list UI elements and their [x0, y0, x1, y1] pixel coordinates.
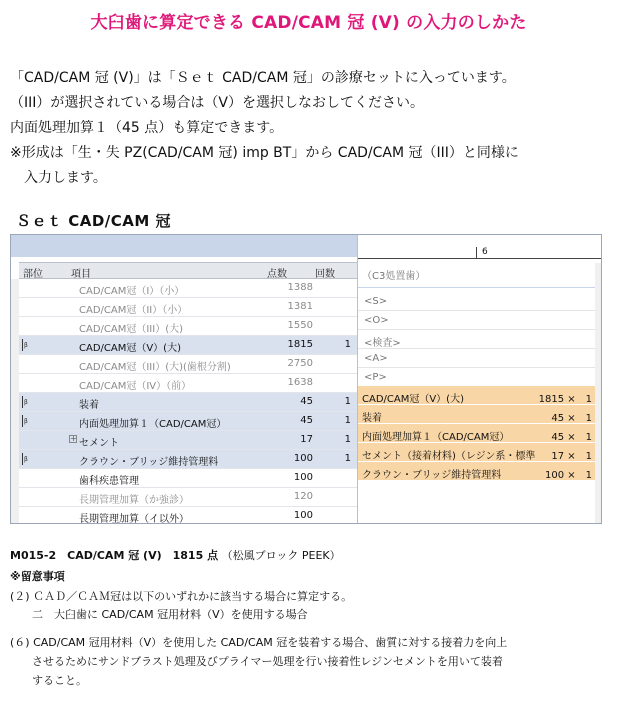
- table-row[interactable]: [19, 355, 357, 374]
- table-row[interactable]: [19, 374, 357, 393]
- item-count: 1: [344, 434, 351, 445]
- order-points: 1815 × 1: [538, 394, 592, 405]
- item-table: [19, 279, 357, 524]
- item-name: 歯科疾患管理: [79, 476, 139, 487]
- item-name: CAD/CAM冠（III）(大): [79, 324, 183, 335]
- panel-toolbar: [11, 235, 357, 257]
- table-row[interactable]: [19, 317, 357, 336]
- item-name: CAD/CAM冠（II）（小）: [79, 305, 188, 316]
- item-name: 長期管理加算（イ以外）: [79, 514, 189, 524]
- scrollbar[interactable]: [11, 279, 19, 524]
- order-name: CAD/CAM冠（V）(大): [362, 394, 464, 405]
- intro-line: 入力します。: [10, 170, 107, 186]
- intro-line: ※形成は「生・失 PZ(CAD/CAM 冠) imp BT」から CAD/CAM 冠（III）と同様に: [10, 145, 519, 161]
- order-name: 装着: [362, 413, 382, 424]
- tooth-mark-icon: [22, 339, 26, 351]
- item-name: 長期管理加算（か強診）: [79, 495, 189, 506]
- item-points: 120: [293, 491, 313, 502]
- order-name: クラウン・ブリッジ維持管理料: [362, 470, 502, 481]
- item-name: 装着: [79, 400, 99, 411]
- col-item[interactable]: 項目: [71, 269, 91, 280]
- order-name: 内面処理加算１（CAD/CAM冠）: [362, 432, 510, 443]
- item-name: クラウン・ブリッジ維持管理料: [79, 457, 219, 468]
- scrollbar[interactable]: [595, 263, 602, 524]
- item-points: 1388: [287, 282, 313, 293]
- soap-tag[interactable]: <S>: [358, 292, 596, 311]
- item-points: 100: [293, 453, 313, 464]
- tooth-number: 6: [482, 247, 488, 257]
- record-heading: （C3処置歯）: [362, 271, 426, 282]
- soap-tag[interactable]: <P>: [358, 368, 596, 387]
- note-line: 二 大臼歯に CAD/CAM 冠用材料（V）を使用する場合: [10, 608, 308, 621]
- set-title: Ｓｅｔ CAD/CAM 冠: [16, 212, 172, 230]
- item-points: 1638: [287, 377, 313, 388]
- item-count: 1: [344, 339, 351, 350]
- order-row[interactable]: [358, 405, 596, 424]
- item-points: 17: [300, 434, 313, 445]
- item-count: 1: [344, 396, 351, 407]
- expand-icon[interactable]: +: [70, 434, 77, 443]
- tooth-ruler: [358, 247, 602, 259]
- notes-heading: ※留意事項: [10, 570, 65, 583]
- item-points: 1550: [287, 320, 313, 331]
- table-row[interactable]: [19, 279, 357, 298]
- intro-text: [10, 66, 610, 191]
- order-row[interactable]: [358, 386, 596, 405]
- order-points: 45 × 1: [551, 432, 592, 443]
- item-name: CAD/CAM冠（IV）（前）: [79, 381, 192, 392]
- item-count: 1: [344, 453, 351, 464]
- item-name: CAD/CAM冠（III）(大)(歯根分割): [79, 362, 231, 373]
- col-points[interactable]: 点数: [267, 269, 287, 280]
- order-points: 17 × 1: [551, 451, 592, 462]
- ruler-tick: [476, 247, 477, 259]
- fee-code-line: [10, 547, 341, 563]
- item-points: 100: [293, 472, 313, 483]
- fee-code: M015-2 CAD/CAM 冠 (V) 1815 点: [10, 549, 219, 562]
- soap-tag[interactable]: <O>: [358, 311, 596, 330]
- table-row[interactable]: [19, 507, 357, 524]
- table-header: [19, 262, 357, 279]
- item-count: 1: [344, 415, 351, 426]
- item-points: 100: [293, 510, 313, 521]
- item-name: セメント: [79, 438, 119, 449]
- table-row-selected[interactable]: [19, 431, 357, 450]
- note-line: させるためにサンドブラスト処理及びプライマー処理を行い接着性レジンセメントを用いて装着: [10, 655, 503, 668]
- col-part[interactable]: 部位: [23, 269, 43, 280]
- table-row-selected[interactable]: [19, 336, 357, 355]
- intro-line: （III）が選択されている場合は（V）を選択しなおしてください。: [10, 95, 424, 111]
- table-row-selected[interactable]: [19, 393, 357, 412]
- note-line: すること。: [10, 674, 87, 687]
- soap-tag[interactable]: <A>: [358, 349, 596, 368]
- intro-line: 「CAD/CAM 冠 (V)」は「Ｓｅｔ CAD/CAM 冠」の診療セットに入っています。: [10, 70, 516, 86]
- item-name: CAD/CAM冠（I）（小）: [79, 286, 185, 297]
- page-title: 大臼歯に算定できる CAD/CAM 冠 (V) の入力のしかた: [90, 13, 527, 33]
- order-points: 45 × 1: [551, 413, 592, 424]
- fee-code-note: （松風ブロック PEEK）: [221, 549, 341, 562]
- table-row-selected[interactable]: [19, 412, 357, 431]
- item-points: 45: [300, 396, 313, 407]
- chart-record-panel: [357, 235, 602, 524]
- table-row[interactable]: [19, 469, 357, 488]
- item-points: 45: [300, 415, 313, 426]
- app-screenshot: [10, 234, 602, 524]
- item-points: 2750: [287, 358, 313, 369]
- item-points: 1381: [287, 301, 313, 312]
- item-name: 内面処理加算１（CAD/CAM冠）: [79, 419, 227, 430]
- divider: [358, 287, 596, 288]
- item-points: 1815: [287, 339, 313, 350]
- order-row[interactable]: [358, 424, 596, 443]
- intro-line: 内面処理加算１（45 点）も算定できます。: [10, 120, 284, 136]
- table-row[interactable]: [19, 298, 357, 317]
- tooth-mark-icon: [22, 453, 26, 465]
- note-line: (６) CAD/CAM 冠用材料（V）を使用した CAD/CAM 冠を装着する場合、歯質に対する接着力を向上: [10, 636, 508, 649]
- tooth-mark-icon: [22, 396, 26, 408]
- order-name: セメント（接着材料)（レジン系・標準: [362, 451, 536, 462]
- order-points: 100 × 1: [544, 470, 592, 481]
- order-row[interactable]: [358, 462, 596, 481]
- order-row[interactable]: [358, 443, 596, 462]
- table-row[interactable]: [19, 488, 357, 507]
- note-line: (２) ＣＡＤ／ＣＡＭ冠は以下のいずれかに該当する場合に算定する。: [10, 590, 353, 603]
- table-row-selected[interactable]: [19, 450, 357, 469]
- item-name: CAD/CAM冠（V）(大): [79, 343, 181, 354]
- tooth-mark-icon: [22, 415, 26, 427]
- col-count[interactable]: 回数: [315, 269, 335, 280]
- soap-tag[interactable]: <検査>: [358, 330, 596, 349]
- treatment-set-panel: [11, 235, 357, 524]
